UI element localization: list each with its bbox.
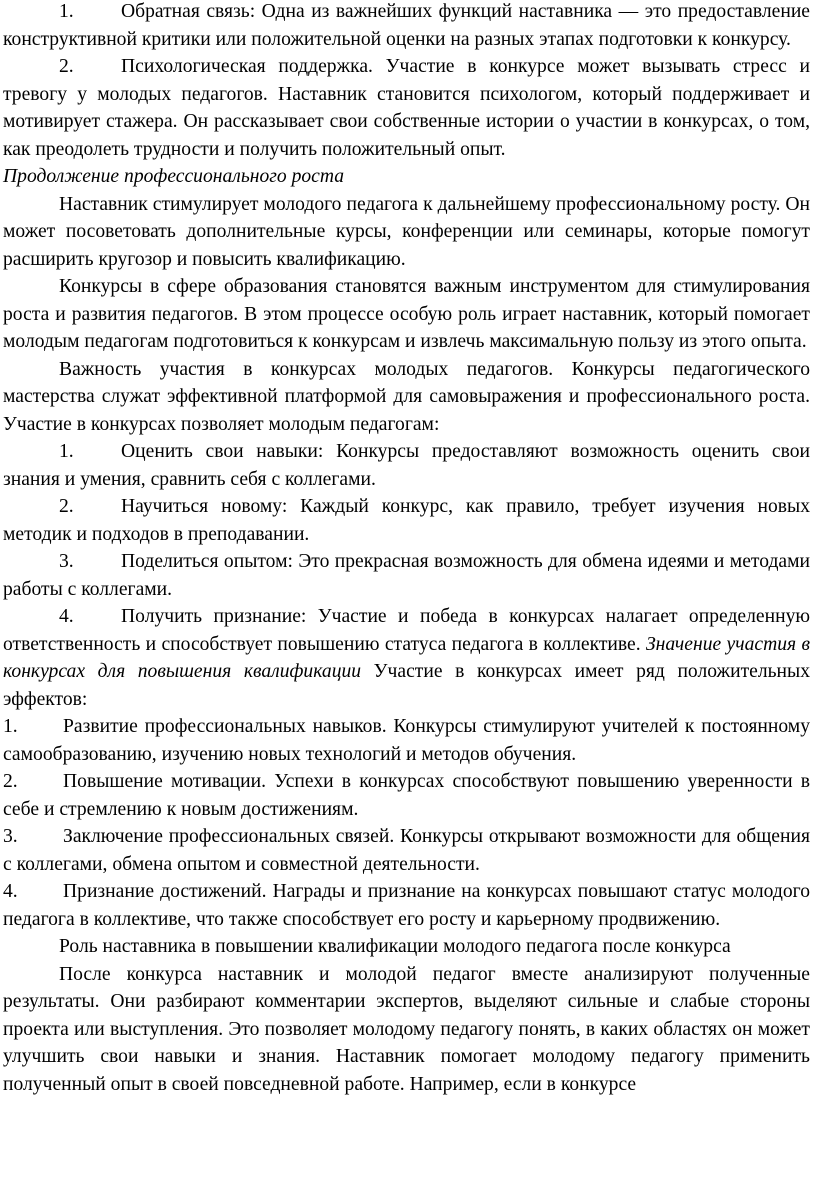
paragraph-text: Психологическая поддержка. Участие в конкурсе может вызывать стресс и тревогу у молодых педагогов. Наставник становится психологом, который поддерживает и мотивирует стажера. Он рассказывает свои собственные истории о участии в конкурсах, о том, как преодолеть трудности и получить положительный опыт.	[3, 56, 810, 160]
section-heading: Продолжение профессионального роста	[3, 166, 345, 187]
list-number: 3.	[3, 826, 18, 847]
list-item-tail: Участие в конкурсах имеет ряд положительных эффектов:	[3, 661, 810, 710]
list-number: 4.	[3, 881, 18, 902]
effect-list-item	[3, 768, 810, 823]
section-heading: Роль наставника в повышении квалификации молодого педагога после конкурса	[59, 936, 731, 957]
list-item-text: Оценить свои навыки: Конкурсы предоставляют возможность оценить свои знания и умения, сравнить себя с коллегами.	[3, 441, 810, 490]
list-item	[3, 438, 810, 493]
list-number: 2.	[59, 56, 74, 77]
list-item-text: Признание достижений. Награды и признание на конкурсах повышают статус молодого педагога в коллективе, что также способствует его росту и карьерному продвижению.	[3, 881, 810, 930]
list-item	[3, 548, 810, 603]
paragraph: Важность участия в конкурсах молодых педагогов. Конкурсы педагогического мастерства служат эффективной платформой для самовыражения и профессионального роста. Участие в конкурсах позволяет молодым педагогам:	[3, 358, 810, 435]
list-item	[3, 493, 810, 548]
list-number: 1.	[59, 441, 74, 462]
effect-list-item	[3, 878, 810, 933]
list-number: 1.	[59, 1, 74, 22]
list-number: 4.	[59, 606, 74, 627]
list-item-text: Развитие профессиональных навыков. Конкурсы стимулируют учителей к постоянному самообразованию, изучению новых технологий и методов обучения.	[3, 716, 810, 765]
numbered-paragraph-feedback	[3, 0, 810, 53]
list-item-text: Поделиться опытом: Это прекрасная возможность для обмена идеями и методами работы с коллегами.	[3, 551, 810, 600]
paragraph: Наставник стимулирует молодого педагога к дальнейшему профессиональному росту. Он может посоветовать дополнительные курсы, конференции или семинары, которые помогут расширить кругозор и повысить квалификацию.	[3, 193, 810, 270]
effect-list-item	[3, 713, 810, 768]
list-item-text: Научиться новому: Каждый конкурс, как правило, требует изучения новых методик и подходов в преподавании.	[3, 496, 810, 545]
effect-list-item	[3, 823, 810, 878]
list-item-text: Получить признание: Участие и победа в конкурсах налагает определенную ответственность и способствует повышению статуса педагога в коллективе.	[3, 606, 810, 655]
paragraph: Конкурсы в сфере образования становятся важным инструментом для стимулирования роста и развития педагогов. В этом процессе особую роль играет наставник, который помогает молодым педагогам подготовиться к конкурсам и извлечь максимальную пользу из этого опыта.	[3, 276, 810, 352]
list-number: 2.	[3, 771, 18, 792]
list-item-text: Повышение мотивации. Успехи в конкурсах способствуют повышению уверенности в себе и стремлению к новым достижениям.	[3, 771, 810, 820]
inline-italic-heading: Значение участия в конкурсах для повышения квалификации	[3, 633, 810, 682]
list-item-text: Заключение профессиональных связей. Конкурсы открывают возможности для общения с коллегами, обмена опытом и совместной деятельности.	[3, 826, 810, 875]
paragraph-text: Обратная связь: Одна из важнейших функций наставника — это предоставление конструктивной критики или положительной оценки на разных этапах подготовки к конкурсу.	[3, 1, 810, 50]
list-number: 1.	[3, 716, 18, 737]
list-item	[3, 603, 810, 713]
list-number: 3.	[59, 551, 74, 572]
list-number: 2.	[59, 496, 74, 517]
paragraph: После конкурса наставник и молодой педагог вместе анализируют полученные результаты. Они разбирают комментарии экспертов, выделяют сильные и слабые стороны проекта или выступления. Это позволяет молодому педагогу понять, в каких областях он может улучшить свои навыки и знания. Наставник помогает молодому педагогу применить полученный опыт в своей повседневной работе. Например, если в конкурсе	[3, 963, 810, 1095]
numbered-paragraph-support	[3, 53, 810, 163]
